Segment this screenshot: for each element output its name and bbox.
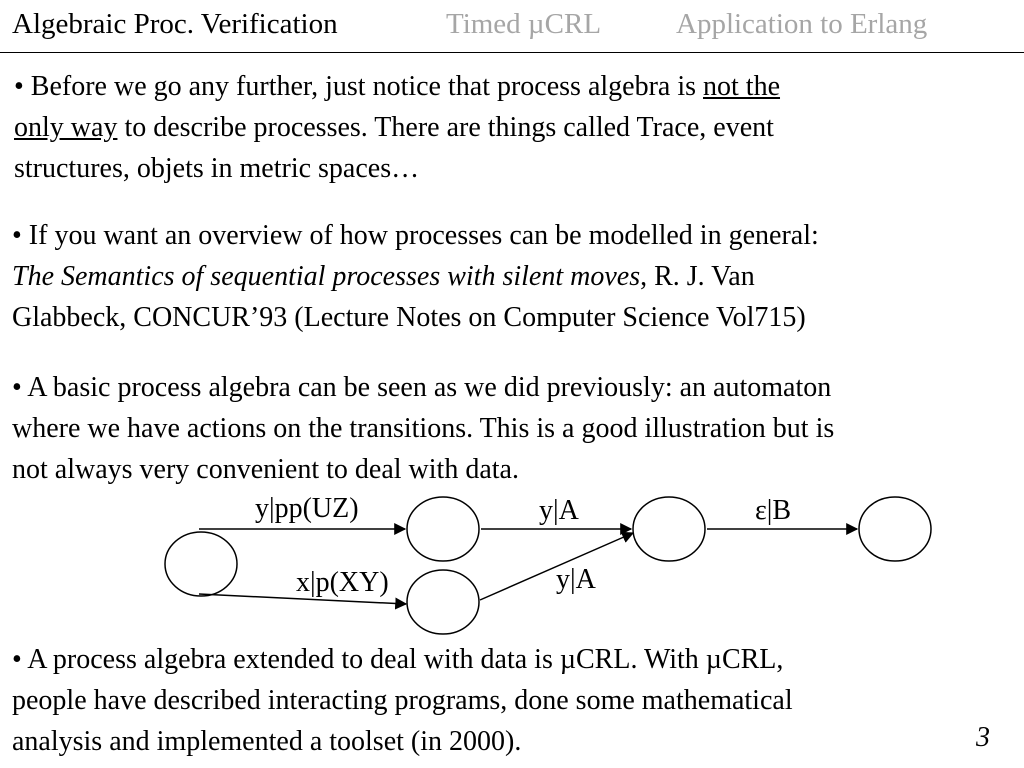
text-span: , R. J. Van [640,261,755,292]
text-span: • Before we go any further, just notice that process algebra is [14,71,704,102]
state-node-lower [407,570,479,634]
edge-label-y-a-upper: y|A [539,495,579,526]
paragraph-line: people have described interacting programs, done some mathematical [12,685,793,716]
state-node-end [859,497,931,561]
state-node-start [165,532,237,596]
edge-label-epsilon-b: ε|B [755,495,792,526]
paragraph-line: • A basic process algebra can be seen as we did previously: an automaton [12,372,832,403]
edge-label-y-a-lower: y|A [556,564,596,595]
nav-tab-timed-mucrl[interactable]: Timed µCRL [446,8,602,40]
paragraph-line: Glabbeck, CONCUR’93 (Lecture Notes on Computer Science Vol715) [12,302,806,333]
text-span: to describe processes. There are things called Trace, event [117,112,774,143]
paragraph-overview-reference [12,215,819,338]
paragraph-basic-process-algebra [12,367,834,490]
paragraph-line [14,66,780,107]
state-node-upper [407,497,479,561]
paragraph-line [14,107,780,148]
paragraph-line: analysis and implemented a toolset (in 2000). [12,726,522,757]
underlined-text: not the [703,71,781,102]
nav-tab-algebraic-proc-verification[interactable]: Algebraic Proc. Verification [12,8,338,40]
paragraph-line: not always very convenient to deal with data. [12,454,519,485]
paragraph-mucrl [12,639,793,762]
paragraph-line: where we have actions on the transitions. This is a good illustration but is [12,413,835,444]
state-node-middle [633,497,705,561]
paragraph-line [12,256,819,297]
paragraph-line: • If you want an overview of how processes can be modelled in general: [12,220,819,251]
header-divider [0,52,1024,53]
nav-tab-application-to-erlang[interactable]: Application to Erlang [676,8,928,40]
edge-label-x-p-xy: x|p(XY) [296,567,389,598]
automaton-diagram [0,480,1024,640]
italic-title: The Semantics of sequential processes with silent moves [12,261,641,292]
paragraph-line: • A process algebra extended to deal with data is µCRL. With µCRL, [12,644,784,675]
paragraph-not-only-way [14,66,780,189]
page-number: 3 [976,722,990,753]
underlined-text: only way [14,112,118,143]
paragraph-line: structures, objets in metric spaces… [14,153,420,184]
edge-label-y-pp-uz: y|pp(UZ) [255,493,359,524]
